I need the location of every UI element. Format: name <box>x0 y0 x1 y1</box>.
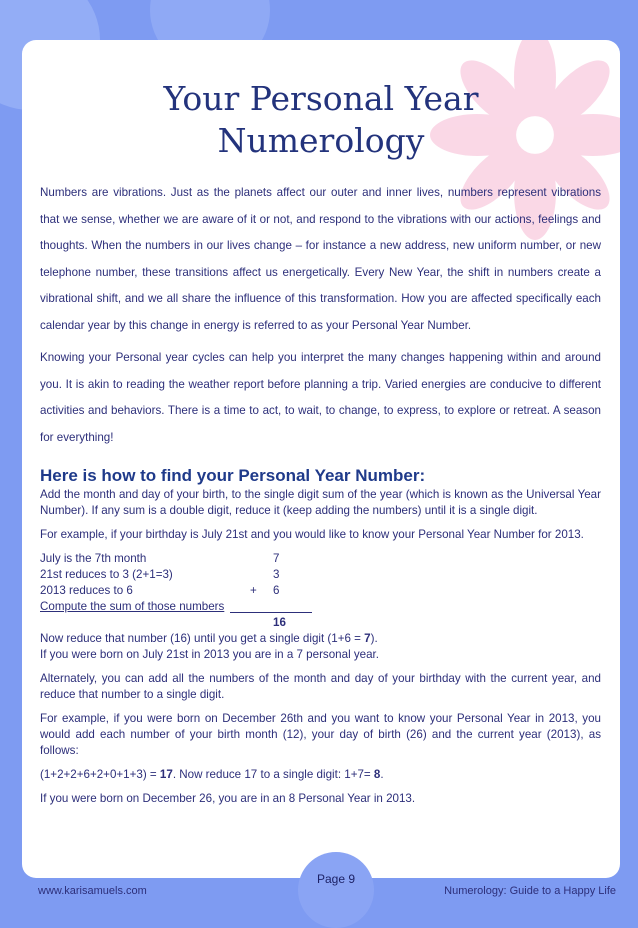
calc-row-compute <box>40 599 601 615</box>
calc-operator: + <box>250 584 257 597</box>
calc-label: July is the 7th month <box>40 552 147 565</box>
page-number: Page 9 <box>316 872 356 886</box>
reduce-text: Now reduce that number (16) until you get a single digit (1+6 = <box>40 632 365 645</box>
sum-text-end: . <box>380 768 384 781</box>
page-number-bubble <box>298 852 374 928</box>
calc-label: Compute the sum of those numbers <box>40 600 225 613</box>
reduce-text-end: ). <box>370 632 378 645</box>
calc-number: 3 <box>273 568 280 581</box>
page-card <box>22 40 620 878</box>
calc-row-total <box>40 615 601 631</box>
alternately-paragraph: Alternately, you can add all the numbers of the month and day of your birthday with the current year, and reduce that number to a single digit. <box>40 672 601 701</box>
calc-row-year <box>40 583 601 599</box>
calc-number: 7 <box>273 552 280 565</box>
final-line: If you were born on December 26, you are in an 8 Personal Year in 2013. <box>40 792 416 805</box>
calc-number: 6 <box>273 584 280 597</box>
reduce-line <box>40 631 601 647</box>
calc-row-month <box>40 551 601 567</box>
sum-underline <box>230 612 312 613</box>
sum-text: (1+2+2+6+2+0+1+3) = <box>40 768 160 781</box>
footer-website-link[interactable]: www.karisamuels.com <box>38 885 147 897</box>
calc-label: 21st reduces to 3 (2+1=3) <box>40 568 173 581</box>
cycles-paragraph: Knowing your Personal year cycles can help you interpret the many changes happening within and around you. It is akin to reading the weather report before planning a trip. Varied energies are conducive to different activities and behaviors. There is a time to act, to wait, to change, to express, to explore or retreat. A season for everything! <box>40 351 601 444</box>
sum-text-mid: . Now reduce 17 to a single digit: 1+7= <box>172 768 374 781</box>
calc-total: 16 <box>273 616 286 629</box>
example-paragraph-1: For example, if your birthday is July 21st and you would like to know your Personal Year Number for 2013. <box>40 528 584 541</box>
section-heading: Here is how to find your Personal Year Number: <box>40 466 426 485</box>
reduce-result: 7 <box>364 632 371 645</box>
page-title <box>22 78 620 162</box>
footer-book-title: Numerology: Guide to a Happy Life <box>444 885 616 897</box>
calculation-block <box>40 551 601 631</box>
intro-paragraph: Numbers are vibrations. Just as the planets affect our outer and inner lives, numbers represent vibrations that we sense, whether we are aware of it or not, and respond to the vibrations with our actions, feelings and thoughts. When the numbers in our lives change – for instance a new address, new uniform number, or new telephone number, these transitions affect us energetically. Every New Year, the shift in numbers create a vibrational shift, and we all share the influence of this transformation. How you are affected specifically each calendar year by this change in energy is referred to as your Personal Year Number. <box>40 186 601 332</box>
example-paragraph-2: For example, if you were born on December 26th and you want to know your Personal Year in 2013, you would add each number of your birth month (12), your day of birth (26) and the current year (2013), as follows: <box>40 712 601 757</box>
born-2013-line: If you were born on July 21st in 2013 you are in a 7 personal year. <box>40 648 380 661</box>
sum-line <box>40 767 601 783</box>
title-line-2: Numerology <box>217 121 425 160</box>
calc-label: 2013 reduces to 6 <box>40 584 133 597</box>
calc-row-day <box>40 567 601 583</box>
page-content <box>40 180 601 807</box>
title-line-1: Your Personal Year <box>163 79 479 118</box>
how-paragraph: Add the month and day of your birth, to the single digit sum of the year (which is known as the Universal Year Number). If any sum is a double digit, reduce it (keep adding the numbers) until it is a single digit. <box>40 488 601 517</box>
sum-final-result: 8 <box>373 768 381 781</box>
sum-result: 17 <box>159 768 173 781</box>
